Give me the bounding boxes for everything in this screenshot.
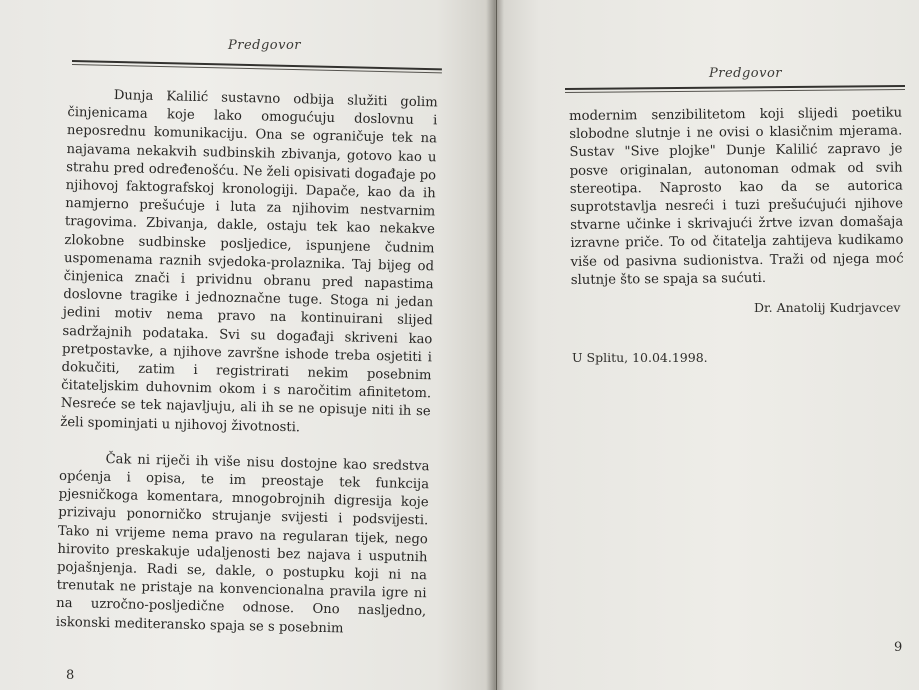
right-page-number: 9	[894, 640, 903, 655]
left-paragraph-2: Čak ni riječi ih više nisu dostojne kao sredstva općenja i opisa, te im preostaje tek funkcija pjesničkoga komentara, mnogobrojnih digresija koje prizivaju ponorničko strujanje svijesti i podsvijesti. Tako ni vrijeme nema pravo na regularan tijek, nego hirovito preskakuje udaljenosti bez najava i usputnih pojašnjenja. Radi se, dakle, o postupku koji ni na trenutak ne pristaje na konvencionalna pravila igre ni na uzročno-posljedične odnose. Ono nasljedno, iskonski mediteransko spaja se s posebnim	[55, 451, 430, 637]
left-page-number: 8	[66, 668, 75, 683]
left-page-body	[56, 86, 438, 640]
author-signature: Dr. Anatolij Kudrjavcev	[754, 300, 901, 315]
left-paragraph-1: Dunja Kalilić sustavno odbija služiti golim činjenicama koje lako omogućuju doslovnu i neposrednu komunikaciju. Ona se ograničuje tek na najavama nekakvih sudbinskih zbivanja, gotovo kao u strahu pred određenošću. Ne želi opisivati događaje po njihovoj faktografskoj kronologiji. Dapače, kao da ih namjerno prešućuje i luta za njihovim nestvarnim tragovima. Zbivanja, dakle, ostaju tek kao nekakve zlokobne sudbinske posljedice, ispunjene čudnim uspomenama raznih svjedoka-prolaznika. Taj bijeg od činjenica znači i prividnu obranu pred napastima doslovne tragike i jednoznačne tuge. Stoga ni jedan jedini motiv nema pravo na kontinuirani slijed sadržajnih podataka. Svi su događaji skriveni kao pretpostavke, a njihove završne ishode treba osjetiti i dokučiti, zatim i registrirati nekim posebnim čitateljskim duhovnim okom i s naročitim afinitetom. Nesreće se tek najavljuju, ali ih se ne opisuje niti ih se želi spominjati u njihovoj životnosti.	[60, 88, 438, 436]
right-header-rule-thin	[565, 89, 905, 93]
book-gutter	[486, 0, 504, 690]
right-paragraph-1: modernim senzibilitetom koji slijedi poetiku slobodne slutnje i ne ovisi o klasičnim mjerama. Sustav "Sive plojke" Dunje Kalilić zapravo je posve originalan, autonoman odmak od svih stereotipa. Naprosto kao da se autorica suprotstavlja nesreći i tuzi prešućujući njihove stvarne učinke i skrivajući žrtve izvan domašaja izravne priče. To od čitatelja zahtijeva kudikamo više od pasivna sudionistva. Traži od njega moć slutnje što se spaja sa sućuti.	[569, 105, 904, 288]
right-page-body	[569, 105, 904, 291]
right-page	[497, 0, 919, 690]
left-page-header: Predgovor	[228, 38, 302, 53]
right-page-header: Predgovor	[709, 66, 783, 81]
place-and-date: U Splitu, 10.04.1998.	[572, 350, 708, 365]
